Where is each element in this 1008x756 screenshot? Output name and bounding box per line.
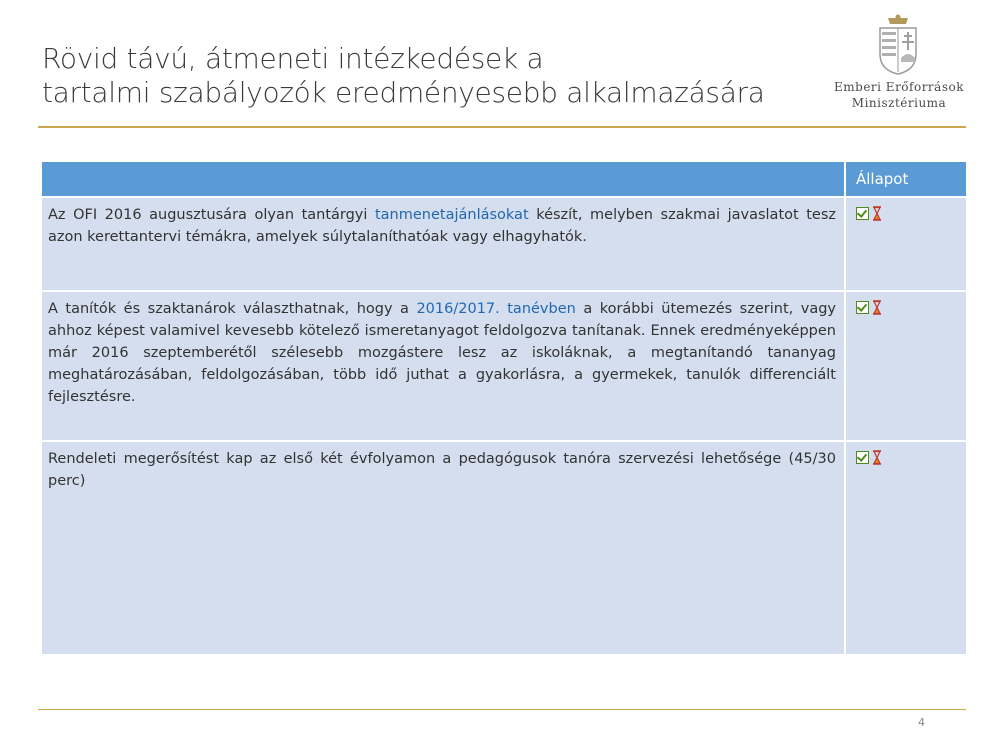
- table-header-measure: [42, 162, 844, 196]
- measure-highlight: 2016/2017. tanévben: [416, 301, 576, 317]
- measure-text: [42, 198, 844, 290]
- title-divider: [38, 126, 966, 128]
- page-title-line-1: Rövid távú, átmeneti intézkedések a: [42, 42, 544, 75]
- table-header-status: Állapot: [846, 162, 966, 196]
- table-header-row: [42, 162, 966, 196]
- checkbox-icon: [856, 451, 869, 464]
- checkbox-icon: [856, 301, 869, 314]
- footer-divider: [38, 709, 966, 710]
- ministry-logo: [824, 14, 974, 114]
- measure-text-part: A tanítók és szaktanárok választhatnak, hogy a: [48, 301, 417, 317]
- hourglass-icon: [871, 206, 883, 221]
- coat-of-arms-icon: [872, 14, 924, 76]
- page-title: [42, 42, 812, 110]
- checkbox-icon: [856, 207, 869, 220]
- table-row: [42, 198, 966, 290]
- measure-text: [42, 292, 844, 440]
- status-cell: [846, 292, 966, 440]
- measures-table: [42, 162, 966, 654]
- logo-text-line-2: Minisztériuma: [851, 96, 947, 110]
- measure-text-part: készít, melyben szakmai javaslatot tesz azon kerettantervi témákra, amelyek súlytalaníthatóak vagy elhagyhatók.: [48, 207, 837, 245]
- measure-highlight: tanmenetajánlásokat: [374, 207, 529, 223]
- page-title-line-2: tartalmi szabályozók eredményesebb alkalmazására: [42, 76, 765, 109]
- status-cell: [846, 442, 966, 654]
- measure-text-part: a korábbi ütemezés szerint, vagy ahhoz képest valamivel kevesebb kötelező ismeretanyagot feldolgozva tanítanak. Ennek eredményeképpen már 2016 szeptemberétől szélesebb mozgástere lesz az iskoláknak, a megtanítandó tananyag meghatározásában, feldolgozásában, több idő juthat a gyakorlásra, a gyermekek, tanulók differenciált fejlesztésre.: [48, 301, 836, 405]
- table-row: [42, 442, 966, 654]
- hourglass-icon: [871, 450, 883, 465]
- status-cell: [846, 198, 966, 290]
- table-row: [42, 292, 966, 440]
- measure-text-part: Az OFI 2016 augusztusára olyan tantárgyi: [48, 207, 375, 223]
- hourglass-icon: [871, 300, 883, 315]
- logo-text-line-1: Emberi Erőforrások: [834, 80, 964, 94]
- page-number: 4: [918, 716, 925, 729]
- measure-text: [42, 442, 844, 654]
- measure-text-part: Rendeleti megerősítést kap az első két évfolyamon a pedagógusok tanóra szervezési lehetősége (45/30 perc): [48, 451, 836, 489]
